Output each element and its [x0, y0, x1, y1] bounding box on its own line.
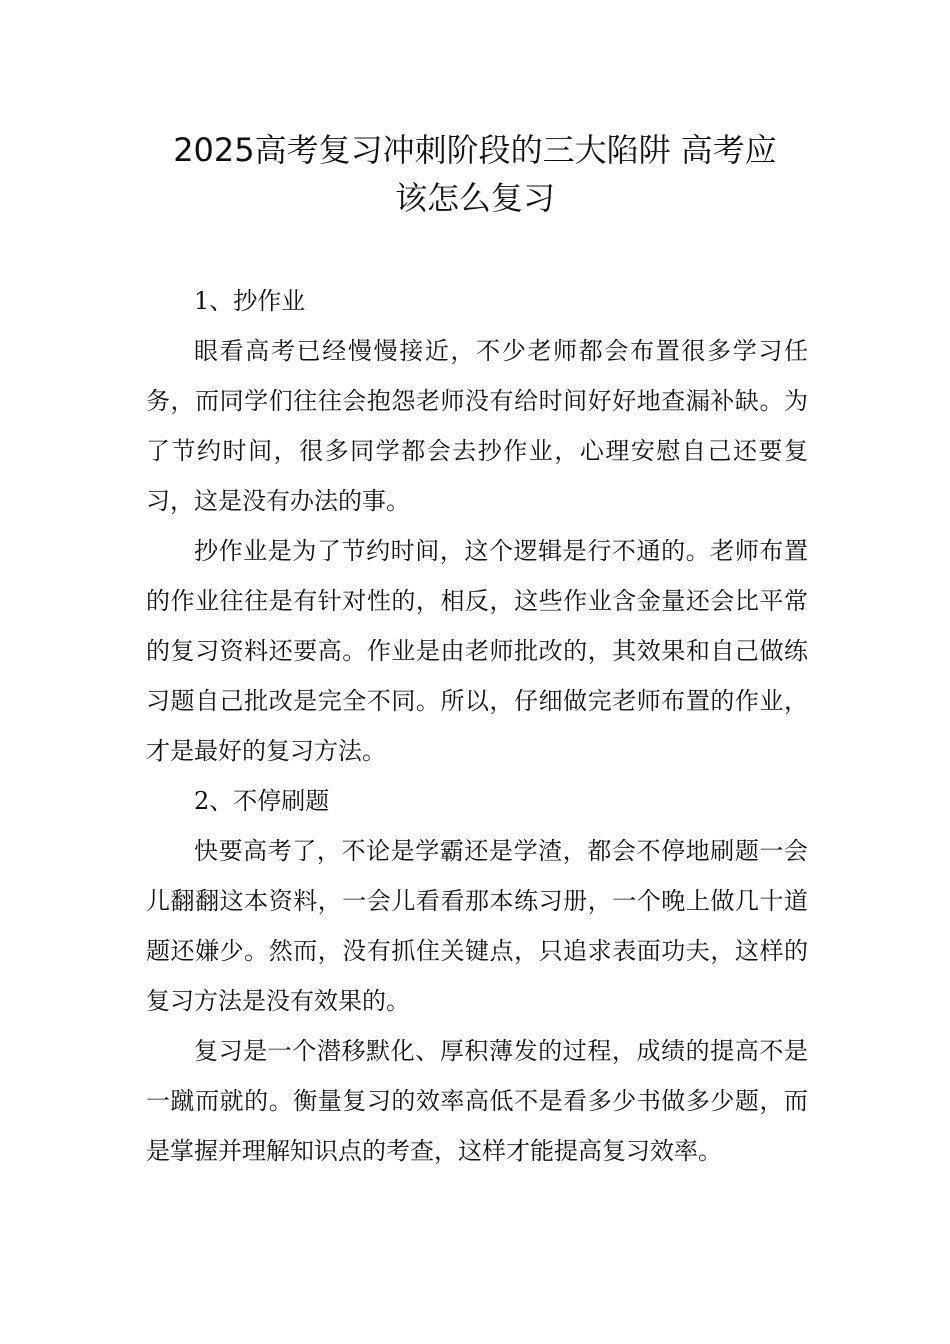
section-heading-1: 1、抄作业 — [194, 287, 306, 315]
title-line-2: 该怎么复习 — [394, 179, 555, 217]
paragraph: 抄作业是为了节约时间，这个逻辑是行不通的。老师布置的作业往往是有针对性的，相反，这些作业含金量还会比平常的复习资料还要高。作业是由老师批改的，其效果和自己做练习题自己批改是完全不同。所以，仔细做完老师布置的作业，才是最好的复习方法。 — [146, 537, 808, 765]
document-title — [140, 126, 810, 222]
paragraph: 快要高考了，不论是学霸还是学渣，都会不停地刷题一会儿翻翻这本资料，一会儿看看那本练习册，一个晚上做几十道题还嫌少。然而，没有抓住关键点，只追求表面功夫，这样的复习方法是没有效果的。 — [146, 837, 808, 1015]
document-body — [146, 276, 808, 1176]
paragraph: 眼看高考已经慢慢接近，不少老师都会布置很多学习任务，而同学们往往会抱怨老师没有给时间好好地查漏补缺。为了节约时间，很多同学都会去抄作业，心理安慰自己还要复习，这是没有办法的事。 — [146, 337, 808, 515]
paragraph: 复习是一个潜移默化、厚积薄发的过程，成绩的提高不是一蹴而就的。衡量复习的效率高低不是看多少书做多少题，而是掌握并理解知识点的考查，这样才能提高复习效率。 — [146, 1037, 808, 1165]
title-line-1: 2025高考复习冲刺阶段的三大陷阱 高考应 — [173, 131, 777, 169]
section-heading-2: 2、不停刷题 — [194, 787, 330, 815]
